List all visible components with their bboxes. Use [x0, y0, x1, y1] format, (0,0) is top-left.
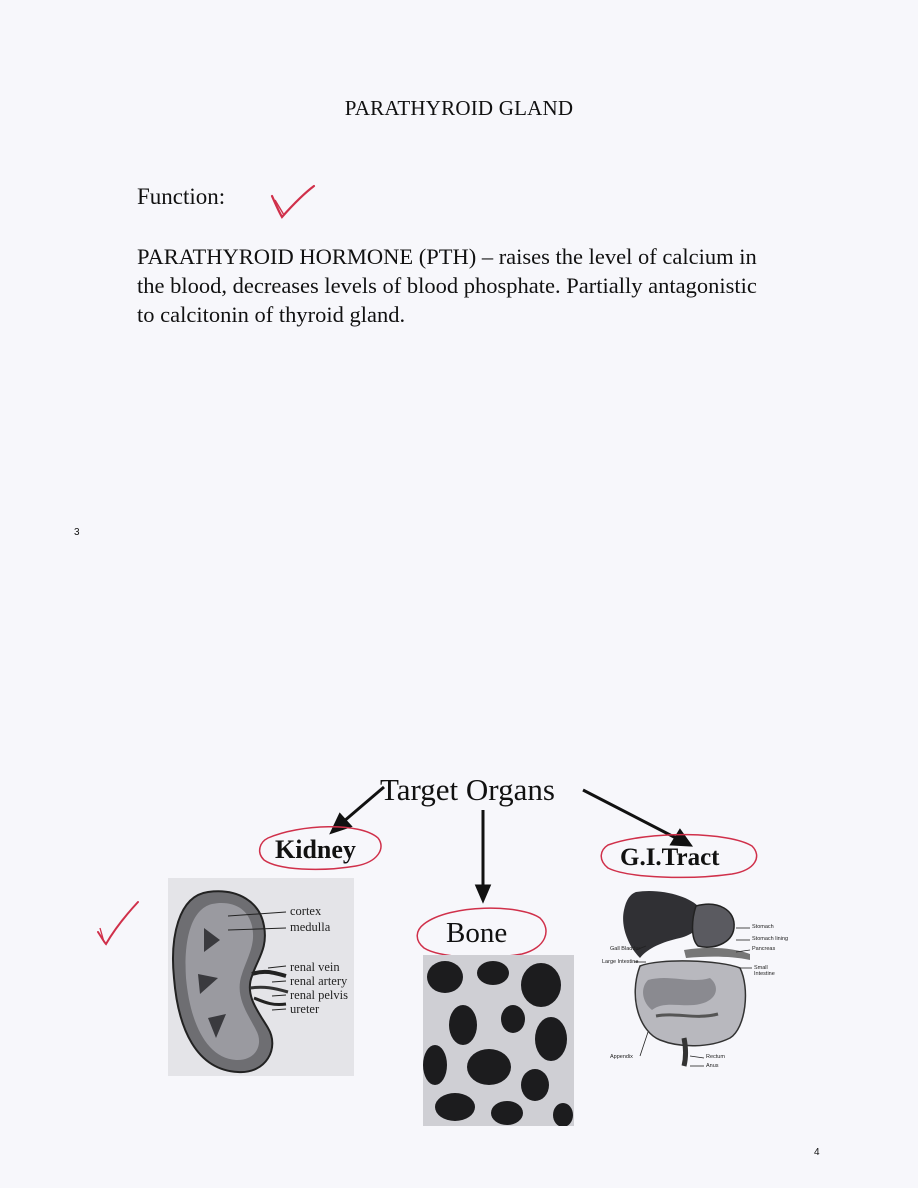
gi-tag-pancreas: Pancreas	[752, 946, 776, 952]
arrow-to-kidney	[332, 787, 384, 832]
check-mark-icon	[272, 186, 314, 217]
pth-description: PARATHYROID HORMONE (PTH) – raises the level of calcium in the blood, decreases levels of blood phosphate. Partially antagonistic to calcitonin of thyroid gland.	[137, 244, 757, 327]
kidney-tag-ureter: ureter	[290, 1002, 320, 1016]
target-organs-title: Target Organs	[380, 772, 555, 807]
kidney-tag-renal-pelvis: renal pelvis	[290, 988, 348, 1002]
gi-tract-label: G.I.Tract	[620, 844, 720, 871]
kidney-tag-cortex: cortex	[290, 904, 322, 918]
kidney-tag-renal-vein: renal vein	[290, 960, 340, 974]
gi-tag-anus: Anus	[706, 1063, 719, 1069]
gi-tag-stomach: Stomach	[752, 924, 774, 930]
gi-tag-small-intestine: Small Intestine	[754, 965, 775, 977]
kidney-label: Kidney	[275, 835, 356, 864]
gi-tag-rectum: Rectum	[706, 1054, 725, 1060]
gi-tag-large-intestine: Large Intestine	[602, 959, 639, 965]
page-number-left: 3	[74, 527, 80, 538]
kidney-illustration	[168, 878, 354, 1076]
arrow-to-gi-tract	[583, 790, 690, 845]
bone-illustration	[423, 955, 574, 1126]
bone-label: Bone	[446, 917, 508, 949]
kidney-tag-medulla: medulla	[290, 920, 331, 934]
function-label: Function:	[137, 184, 226, 209]
arrow-to-bone	[477, 810, 489, 900]
page-title: PARATHYROID GLAND	[344, 96, 574, 120]
kidney-tag-renal-artery: renal artery	[290, 974, 348, 988]
gi-tract-illustration	[600, 888, 790, 1070]
gi-tag-stomach-lining: Stomach lining	[752, 936, 789, 942]
check-mark-icon	[98, 902, 138, 944]
page-number-right: 4	[814, 1147, 820, 1158]
gi-tag-gall-bladder: Gall Bladder	[610, 946, 641, 952]
gi-tag-appendix: Appendix	[610, 1054, 633, 1060]
